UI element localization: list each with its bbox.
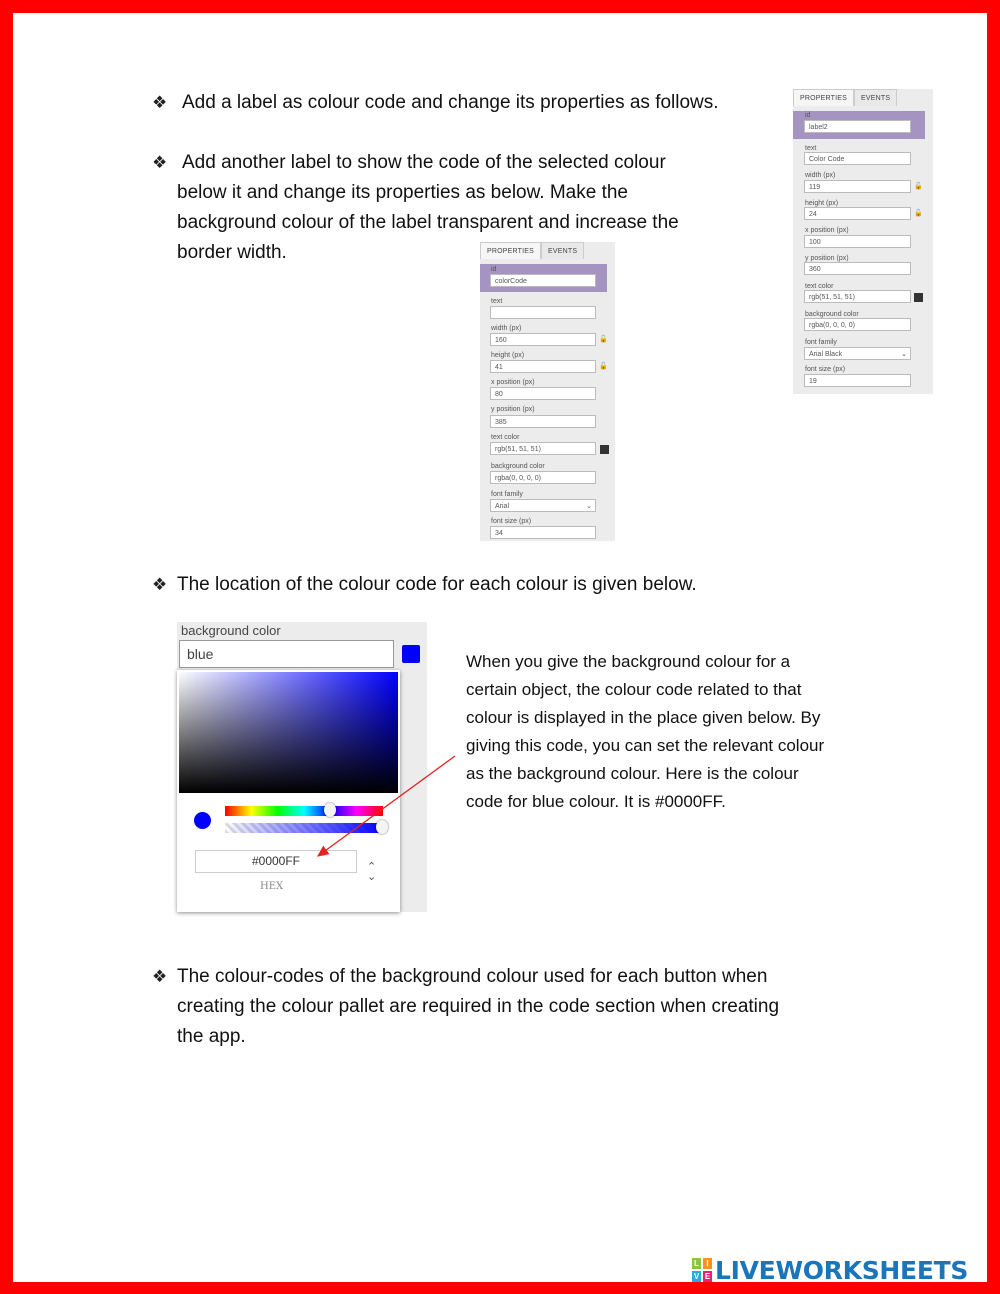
text-input[interactable]: Color Code <box>804 152 911 165</box>
field-label: background color <box>491 463 545 470</box>
field-label: text <box>805 145 817 152</box>
explanation-line: When you give the background colour for a <box>466 652 791 671</box>
x-position-input[interactable]: 80 <box>490 387 596 400</box>
background-color-input[interactable]: rgba(0, 0, 0, 0) <box>804 318 911 331</box>
bullet-line: the app. <box>177 1026 246 1047</box>
format-toggle-icon[interactable]: ⌃ ⌄ <box>367 861 377 883</box>
bullet-mark: ❖ <box>152 967 168 986</box>
bullet-colour-codes-required <box>152 962 897 1052</box>
height-input[interactable]: 41 <box>490 360 596 373</box>
bullet-line: The colour-codes of the background colour used for each button when <box>177 966 768 987</box>
lock-icon[interactable]: 🔓 <box>599 336 608 343</box>
field-label: text color <box>491 434 520 441</box>
lock-icon[interactable]: 🔓 <box>914 210 923 217</box>
field-label: y position (px) <box>805 255 849 262</box>
bullet-mark: ❖ <box>152 575 168 594</box>
field-label: background color <box>805 311 859 318</box>
bullet-line: creating the colour pallet are required in the code section when creating <box>177 996 780 1017</box>
tab-events[interactable]: EVENTS <box>541 242 584 259</box>
field-label: font family <box>805 339 837 346</box>
logo-wordmark: LIVEWORKSHEETS <box>715 1255 969 1285</box>
font-family-value: Arial Black <box>809 351 843 358</box>
arrow-line <box>318 756 455 856</box>
lock-icon[interactable]: 🔓 <box>599 363 608 370</box>
lock-icon[interactable]: 🔓 <box>914 183 923 190</box>
bullet-line: background colour of the label transparent and increase the <box>177 212 679 233</box>
y-position-input[interactable]: 360 <box>804 262 911 275</box>
bullet-line: Add another label to show the code of the selected colour <box>182 152 666 173</box>
font-size-input[interactable]: 34 <box>490 526 596 539</box>
chevron-down-icon: ⌄ <box>901 351 907 358</box>
field-label: font size (px) <box>491 518 532 525</box>
field-label: id <box>491 266 497 273</box>
field-label: text color <box>805 283 834 290</box>
explanation-paragraph <box>466 648 896 816</box>
x-position-input[interactable]: 100 <box>804 235 911 248</box>
field-label: id <box>805 112 811 119</box>
chevron-down-icon: ⌄ <box>586 503 592 510</box>
id-input[interactable]: label2 <box>804 120 911 133</box>
tab-events[interactable]: EVENTS <box>854 89 897 106</box>
id-input[interactable]: colorCode <box>490 274 596 287</box>
explanation-line: colour is displayed in the place given below. By <box>466 708 821 727</box>
font-family-value: Arial <box>495 503 510 510</box>
explanation-line: certain object, the colour code related to that <box>466 680 802 699</box>
text-color-input[interactable]: rgb(51, 51, 51) <box>490 442 596 455</box>
hex-input[interactable]: #0000FF <box>195 850 357 873</box>
font-size-input[interactable]: 19 <box>804 374 911 387</box>
field-label: x position (px) <box>491 379 535 386</box>
bullet-line: border width. <box>177 242 287 263</box>
field-label: x position (px) <box>805 227 849 234</box>
explanation-line: code for blue colour. It is #0000FF. <box>466 792 726 811</box>
y-position-input[interactable]: 385 <box>490 415 596 428</box>
field-label: height (px) <box>491 352 525 359</box>
tab-properties[interactable]: PROPERTIES <box>793 89 854 106</box>
explanation-line: giving this code, you can set the relevant colour <box>466 736 825 755</box>
bullet-mark: ❖ <box>152 93 168 112</box>
bullet-mark: ❖ <box>152 153 168 172</box>
field-label: font size (px) <box>805 366 846 373</box>
field-label: text <box>491 298 503 305</box>
hex-label: HEX <box>260 881 284 892</box>
bullet-line: below it and change its properties as below. Make the <box>177 182 628 203</box>
field-label: width (px) <box>805 172 836 179</box>
picker-title: background color <box>181 623 281 638</box>
background-color-input[interactable]: rgba(0, 0, 0, 0) <box>490 471 596 484</box>
width-input[interactable]: 160 <box>490 333 596 346</box>
field-label: y position (px) <box>491 406 535 413</box>
field-label: height (px) <box>805 200 839 207</box>
liveworksheets-logo <box>692 1256 968 1284</box>
tab-properties[interactable]: PROPERTIES <box>480 242 541 259</box>
bullet-text: The location of the colour code for each colour is given below. <box>177 574 697 595</box>
height-input[interactable]: 24 <box>804 207 911 220</box>
bullet-text: Add a label as colour code and change its properties as follows. <box>182 92 719 113</box>
width-input[interactable]: 119 <box>804 180 911 193</box>
explanation-line: as the background colour. Here is the colour <box>466 764 799 783</box>
logo-blocks-icon: L I V E <box>693 1259 711 1281</box>
text-color-input[interactable]: rgb(51, 51, 51) <box>804 290 911 303</box>
field-label: font family <box>491 491 523 498</box>
background-color-input[interactable]: blue <box>179 640 394 668</box>
field-label: width (px) <box>491 325 522 332</box>
